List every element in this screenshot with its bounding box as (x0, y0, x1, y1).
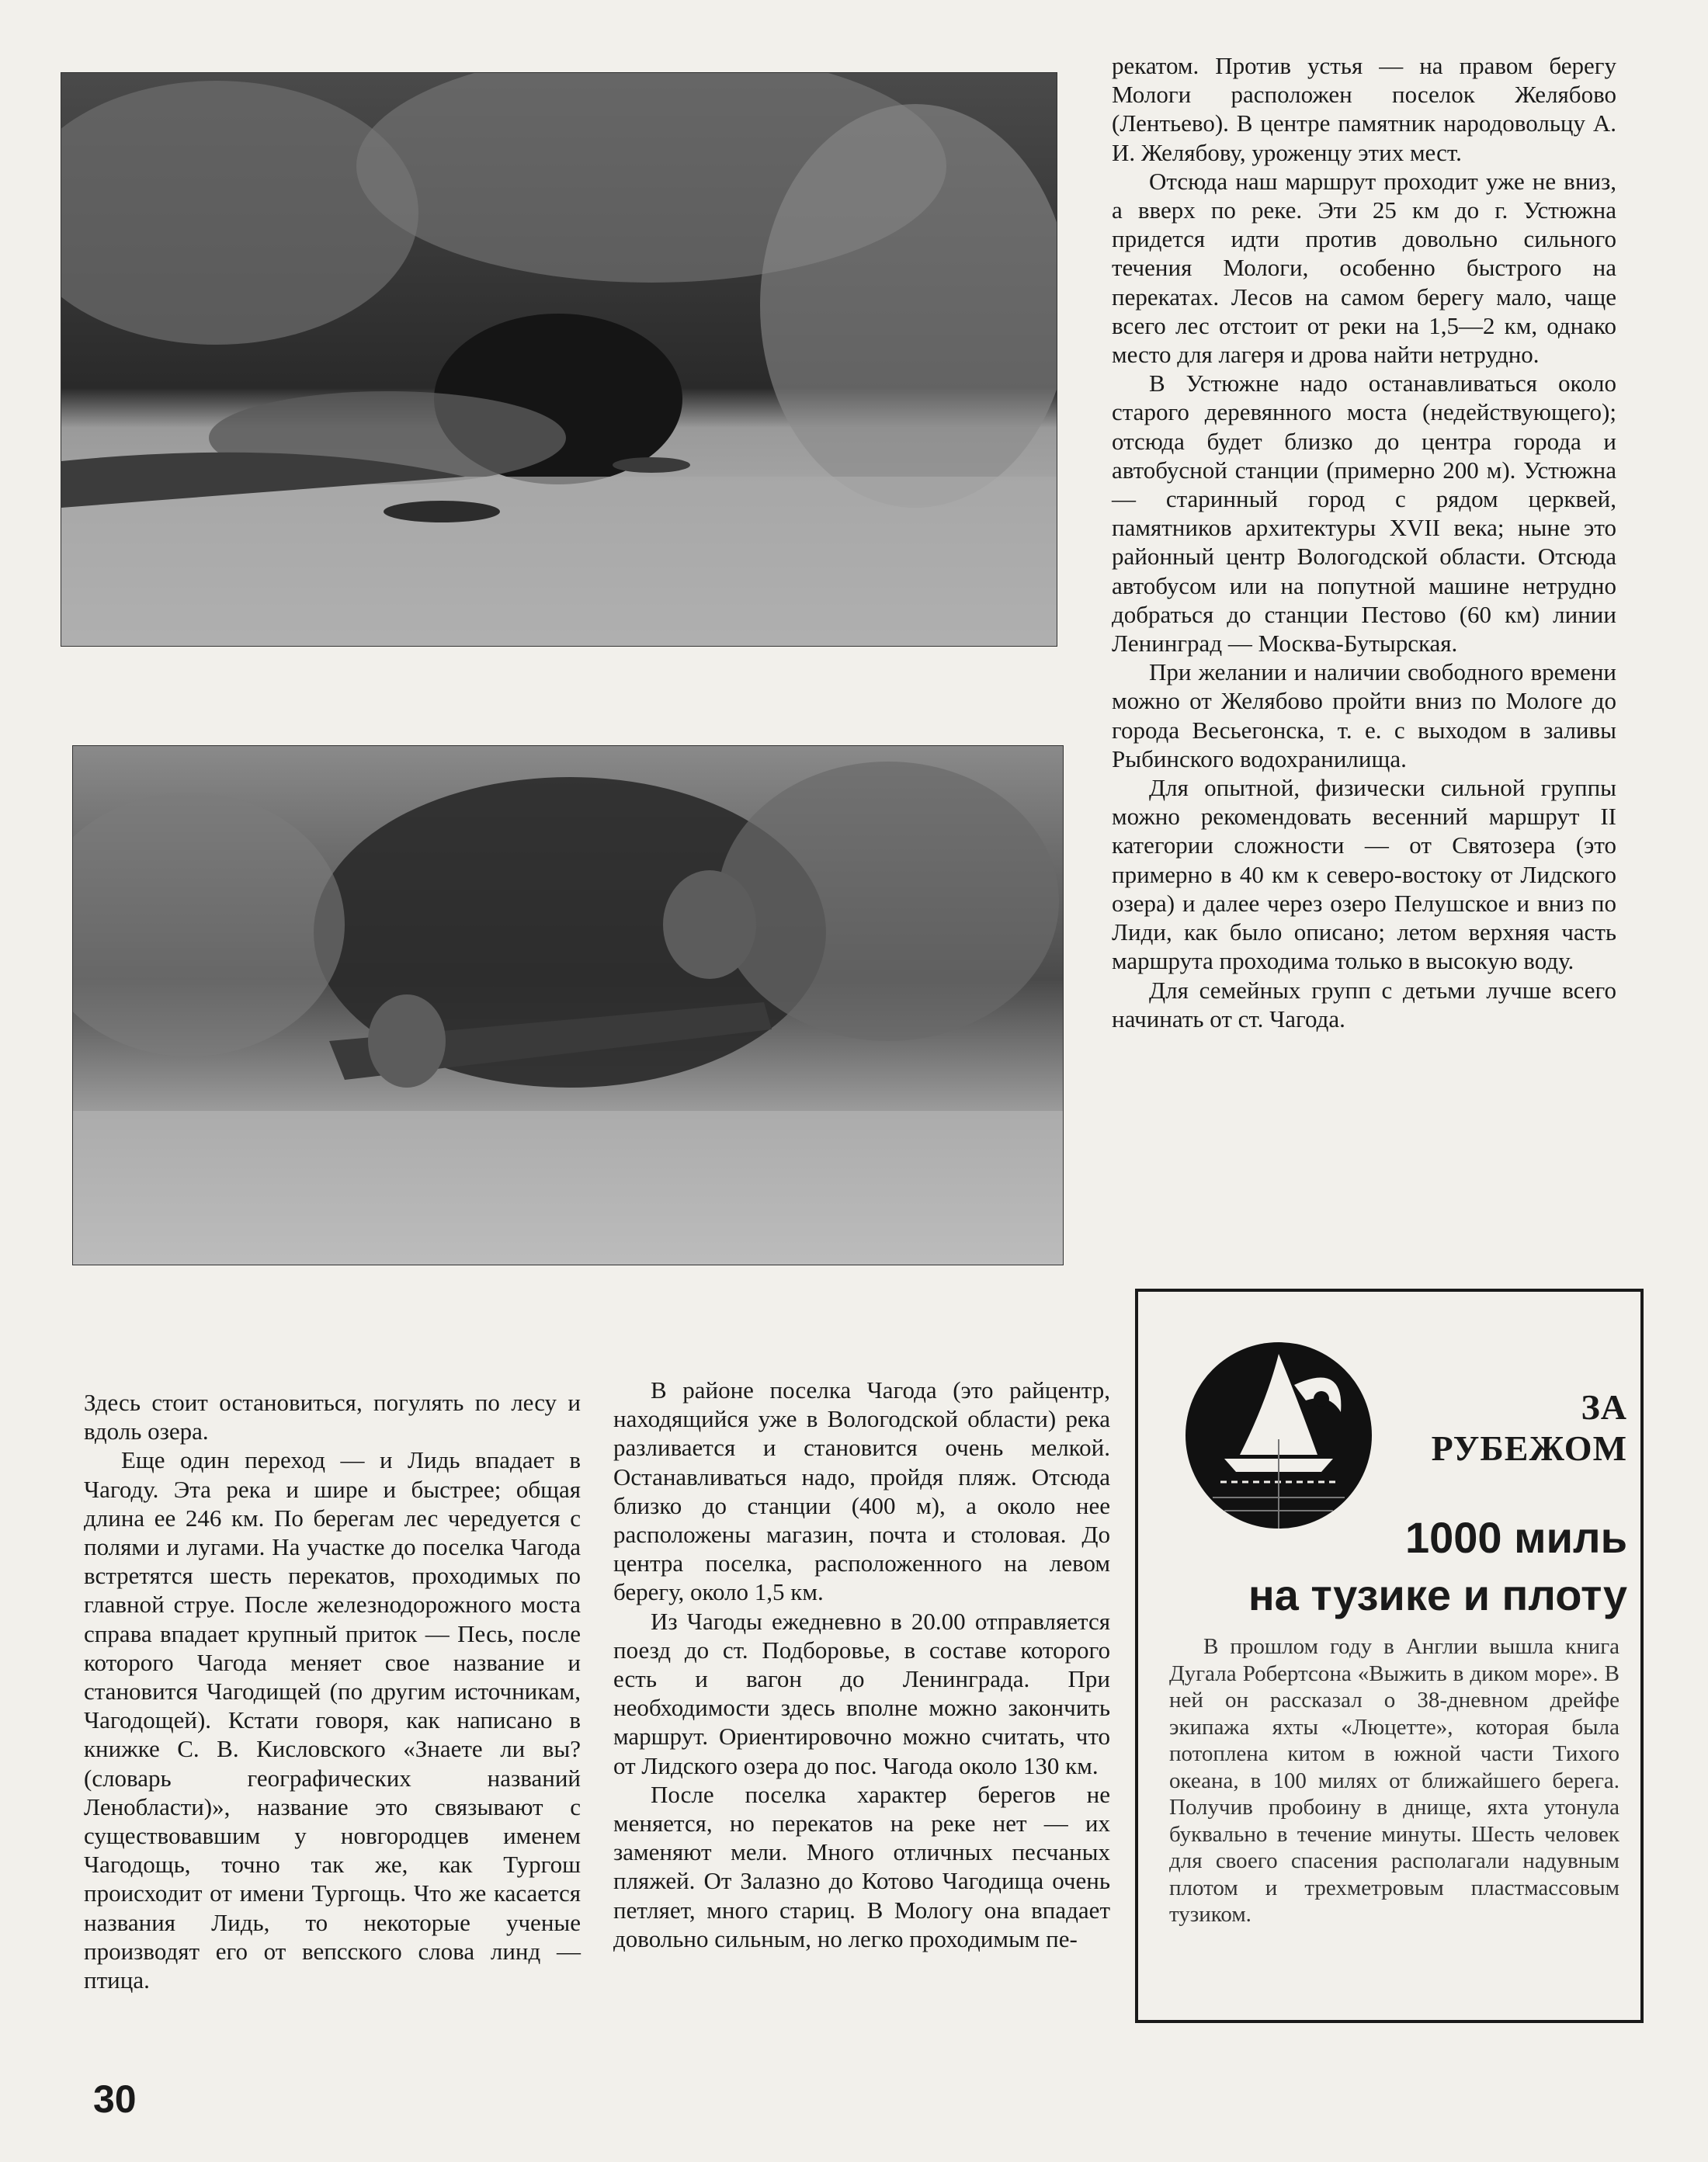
sidebar-box (1135, 1289, 1644, 2023)
middle-paragraph-2: Из Чагоды ежедневно в 20.00 отправляется поезд до ст. Подборовье, в составе которого есть и вагон до Ленинграда. При необходимости здесь вполне можно закончить маршрут. Ориентировочно можно считать, что от Лидского озера до пос. Чагода около 130 км. (613, 1607, 1110, 1779)
page-number: 30 (93, 2077, 137, 2121)
photo-bottom (72, 745, 1064, 1265)
globe-ship-icon (1182, 1338, 1376, 1532)
left-paragraph-2: Еще один переход — и Лидь впадает в Чагоду. Эта река и шире и быстрее; общая длина ее 246 км. По берегам лес чередуется с полями и лугами. На участке до поселка Чагода встретятся шесть перекатов, проходимых по главной струе. После железнодорожного моста справа впадает крупный приток — Песь, после которого Чагода меняет свое название и становится Чагодищей (по другим источникам, Чагодощей). Кстати говоря, как написано в книжке С. В. Кисловского «Знаете ли вы? (словарь географических названий Ленобласти)», название это связывают с существовавшим у новгородцев именем Чагодощь, точно так же, как Тургош происходит от имени Тургощь. Что же касается названия Лидь, то некоторые ученые производят его от вепсского слова линд — птица. (84, 1446, 581, 1994)
article-intro-text: В прошлом году в Англии вышла книга Дугала Робертсона «Выжить в диком море». В ней он рассказал о 38-дневном дрейфе экипажа яхты «Люцетте», которая была потоплена китом в южной части Тихого океана, в 100 милях от ближайшего берега. Получив пробоину в днище, яхта утонула буквально в течение минуты. Шесть человек для своего спасения располагали надувным плотом и трехметровым пластмассовым тузиком. (1169, 1634, 1619, 1927)
article-headline (1169, 1509, 1627, 1624)
right-paragraph-5: Для опытной, физически сильной группы можно рекомендовать весенний маршрут II категории сложности — от Святозера (это примерно в 40 км к северо-востоку от Лидского озера) и далее через озеро Пелушское и вниз по Лиди, как было описано; летом верхняя часть маршрута проходима только в высокую воду. (1112, 774, 1616, 975)
right-paragraph-1: рекатом. Против устья — на правом берегу Мологи расположен поселок Желябово (Лентьево). В центре памятник народовольцу А. И. Желябову, уроженцу этих мест. (1112, 52, 1616, 166)
left-column (84, 1388, 581, 1994)
right-paragraph-6: Для семейных групп с детьми лучше всего начинать от ст. Чагода. (1112, 976, 1616, 1032)
middle-paragraph-3: После поселка характер берегов не меняется, но перекатов на реке нет — их заменяют мели. Много отличных песчаных пляжей. От Залазно до Котово Чагодища очень петляет, много стариц. В Мологу она впадает довольно сильным, но легко проходимым пе- (613, 1780, 1110, 1952)
right-paragraph-2: Отсюда наш маршрут проходит уже не вниз, а вверх по реке. Эти 25 км до г. Устюжна придется идти против довольно сильного течения Мологи, особенно быстрого на перекатах. Лесов на самом берегу мало, чаще всего лес отстоит от реки на 1,5—2 км, однако место для лагеря и дрова найти нетрудно. (1112, 167, 1616, 369)
middle-paragraph-1: В районе поселка Чагода (это райцентр, находящийся уже в Вологодской области) река разливается и становится очень мелкой. Останавливаться надо, пройдя пляж. Отсюда близко до станции (400 м), а около нее расположены магазин, почта и столовая. До центра поселка, расположенного на левом берегу, около 1,5 км. (613, 1376, 1110, 1606)
middle-column (613, 1376, 1110, 1953)
photo-top-image (61, 73, 1057, 646)
right-paragraph-4: При желании и наличии свободного времени можно от Желябово пройти вниз по Мологе до города Весьегонска, т. е. с выходом в заливы Рыбинского водохранилища. (1112, 658, 1616, 772)
right-column (1112, 51, 1616, 1033)
rubric-title: ЗА РУБЕЖОМ (1431, 1387, 1627, 1468)
headline-line-2: на тузике и плоту (1248, 1570, 1627, 1619)
headline-line-1: 1000 миль (1405, 1513, 1627, 1562)
left-paragraph-1: Здесь стоит остановиться, погулять по лесу и вдоль озера. (84, 1389, 581, 1445)
right-paragraph-3: В Устюжне надо останавливаться около старого деревянного моста (недействующего); отсюда будет близко до центра города и автобусной станции (примерно 200 м). Устюжна — старинный город с рядом церквей, памятников архитектуры XVII века; ныне это районный центр Вологодской области. Отсюда автобусом или на попутной машине нетрудно добраться до станции Пестово (60 км) линии Ленинград — Москва-Бутырская. (1112, 370, 1616, 658)
photo-top (61, 72, 1057, 647)
photo-bottom-image (73, 746, 1063, 1265)
article-intro (1169, 1633, 1619, 1928)
